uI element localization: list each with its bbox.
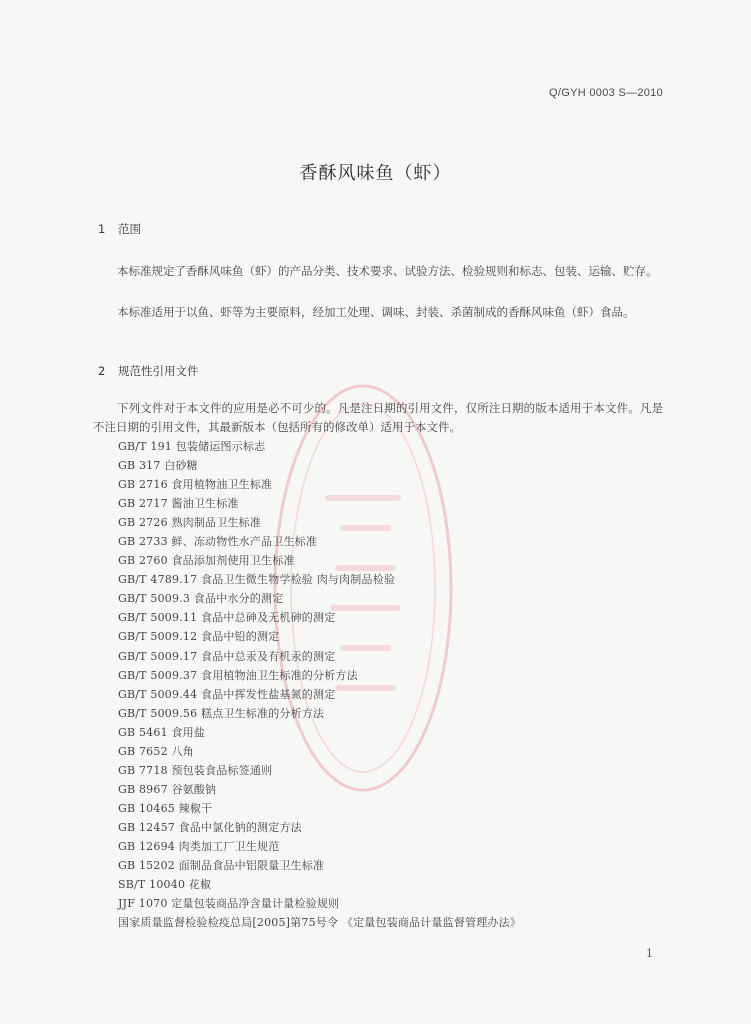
section-2-paragraph-1: 下列文件对于本文件的应用是必不可少的。凡是注日期的引用文件，仅所注日期的版本适用于本文件。凡是不注日期的引用文件，其最新版本（包括所有的修改单）适用于本文件。: [93, 401, 663, 434]
reference-item: GB 5461 食用盐: [118, 725, 206, 739]
reference-item: GB 2716 食用植物油卫生标准: [118, 478, 273, 492]
section-title: 范围: [118, 222, 141, 236]
reference-item: GB 15202 面制品食品中铝限量卫生标准: [118, 859, 325, 873]
reference-item: GB/T 5009.44 食品中挥发性盐基氮的测定: [118, 687, 336, 701]
reference-item: GB/T 5009.37 食用植物油卫生标准的分析方法: [118, 668, 358, 682]
reference-item: GB 12457 食品中氯化钠的测定方法: [118, 820, 302, 834]
section-number: 2: [98, 364, 106, 378]
document-title: 香酥风味鱼（虾）: [299, 163, 452, 184]
reference-item: GB/T 5009.17 食品中总汞及有机汞的测定: [118, 649, 336, 663]
reference-item: SB/T 10040 花椒: [118, 878, 212, 892]
section-title: 规范性引用文件: [118, 364, 199, 378]
reference-item: GB/T 5009.12 食品中铅的测定: [118, 630, 280, 644]
reference-item: GB 7652 八角: [118, 744, 194, 758]
reference-item: GB 8967 谷氨酸钠: [118, 782, 217, 796]
reference-item: GB 12694 肉类加工厂卫生规范: [118, 839, 280, 853]
reference-item: GB 2717 酱油卫生标准: [118, 497, 239, 511]
reference-list: [118, 437, 521, 932]
reference-item: JJF 1070 定量包装商品净含量计量检验规则: [118, 897, 340, 911]
section-number: 1: [98, 222, 106, 236]
page-number: 1: [646, 947, 653, 960]
reference-item: GB/T 5009.11 食品中总砷及无机砷的测定: [118, 611, 336, 625]
section-1-paragraph-1: 本标准规定了香酥风味鱼（虾）的产品分类、技术要求、试验方法、检验规则和标志、包装、运输、贮存。: [117, 264, 658, 278]
reference-item: GB 2726 熟肉制品卫生标准: [118, 516, 262, 530]
reference-item: GB/T 191 包装储运图示标志: [118, 440, 266, 453]
section-1-paragraph-2: 本标准适用于以鱼、虾等为主要原料，经加工处理、调味、封装、杀菌制成的香酥风味鱼（虾）食品。: [117, 305, 635, 319]
reference-item: 国家质量监督检验检疫总局[2005]第75号令 《定量包装商品计量监督管理办法》: [118, 916, 522, 930]
reference-item: GB/T 4789.17 食品卫生微生物学检验 肉与肉制品检验: [118, 573, 396, 587]
section-2-heading: [98, 363, 199, 379]
reference-item: GB 2733 鲜、冻动物性水产品卫生标准: [118, 535, 318, 549]
section-1-heading: [98, 221, 141, 237]
standard-code: Q/GYH 0003 S—2010: [549, 87, 663, 99]
reference-item: GB 317 白砂糖: [118, 459, 198, 473]
reference-item: GB/T 5009.56 糕点卫生标准的分析方法: [118, 706, 325, 720]
reference-item: GB/T 5009.3 食品中水分的测定: [118, 592, 284, 606]
reference-item: GB 2760 食品添加剂使用卫生标准: [118, 554, 295, 568]
reference-item: GB 10465 辣椒干: [118, 801, 213, 815]
reference-item: GB 7718 预包装食品标签通则: [118, 763, 273, 777]
